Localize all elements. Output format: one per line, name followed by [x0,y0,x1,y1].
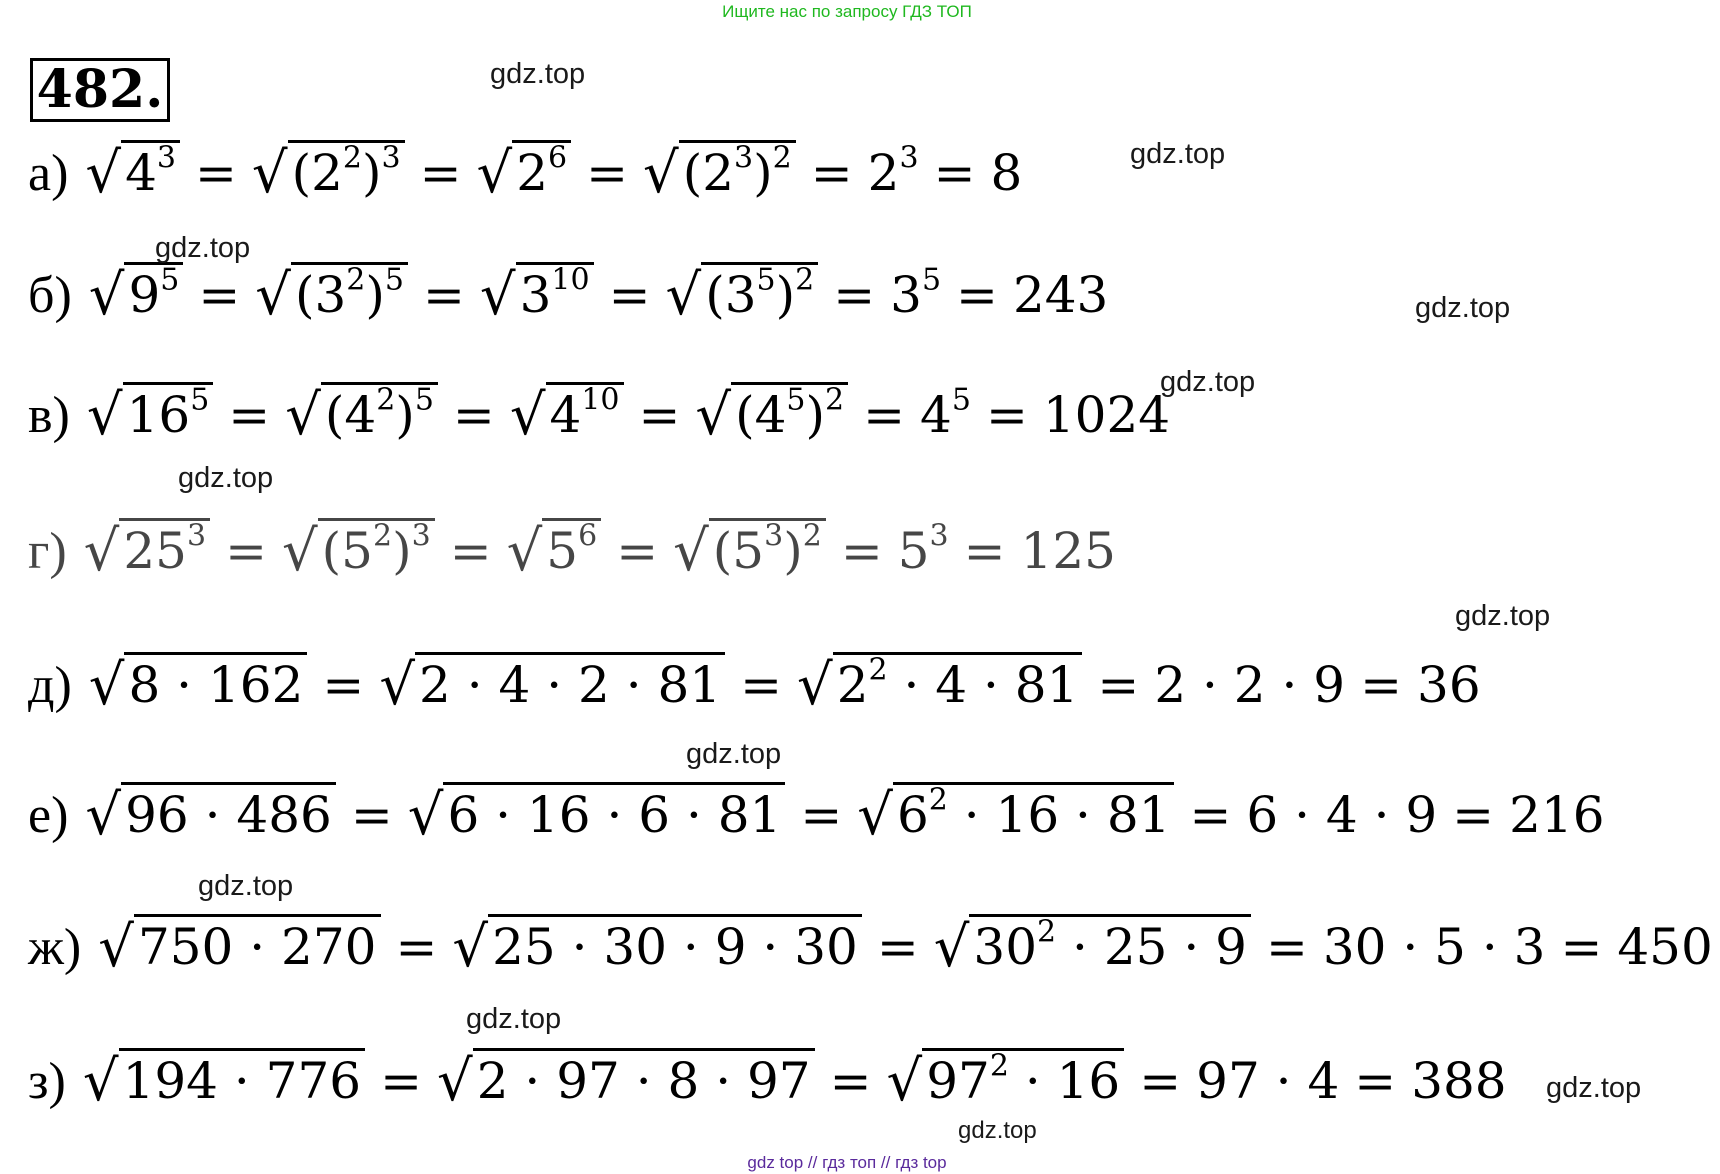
radicand [415,652,725,712]
equals-sign: = [1189,786,1232,844]
sqrt-sign: √ [695,383,732,448]
equals-sign: = [638,386,681,444]
base-text: (2 [291,144,343,202]
radical-expression [480,262,594,328]
radical-expression [89,652,308,718]
equals-sign: = [322,656,365,714]
exponent: 3 [734,140,754,176]
equals-sign: = [833,266,876,324]
expression [1417,656,1481,714]
expression [1617,918,1712,976]
item-label: б) [28,267,72,324]
base-text: 9 [128,266,161,324]
equals-sign: = [1265,918,1308,976]
expression [897,518,949,580]
base-text: ) [805,386,826,444]
equals-sign: = [740,656,783,714]
radicand [124,262,183,322]
radical-expression [666,262,819,328]
base-text: 194 · 776 [122,1052,362,1110]
radical-expression [510,382,624,448]
watermark: gdz.top [1415,292,1511,324]
sqrt-sign: √ [933,915,970,980]
sqrt-sign: √ [83,519,120,584]
radical-expression [857,782,1174,848]
sqrt-sign: √ [255,263,291,328]
base-text: 2 [836,656,869,714]
exponent: 5 [951,382,971,418]
sqrt-sign: √ [509,383,546,448]
item-label: д) [28,657,72,714]
equals-sign: = [423,266,465,324]
equals-sign: = [419,144,462,202]
exponent: 3 [929,518,949,554]
sqrt-sign: √ [85,141,122,206]
base-text: 4 [920,386,952,444]
radical-expression [84,518,210,584]
base-text: 2 · 4 · 2 · 81 [419,656,722,714]
expression [890,262,942,324]
solution-line [28,652,1488,718]
radicand [288,140,405,200]
expression [1154,656,1345,714]
sqrt-sign: √ [285,383,321,448]
radicand [512,140,571,200]
radical-expression [89,262,184,328]
base-text: (4 [735,386,787,444]
radical-expression [83,1048,365,1114]
exponent: 6 [548,140,568,176]
base-text: · 16 [1008,1052,1121,1110]
watermark: gdz.top [178,462,274,494]
watermark: gdz.top [1130,138,1226,170]
item-label: г) [28,523,67,580]
exponent: 3 [899,140,919,176]
sqrt-sign: √ [281,519,318,584]
solution-line [28,140,1029,206]
radical-expression [98,914,380,980]
base-text: 2 [516,144,549,202]
base-text: 3 [519,266,552,324]
item-label: з) [28,1053,66,1110]
base-text: · 16 · 81 [947,786,1171,844]
exponent: 3 [381,140,401,176]
equals-sign: = [963,522,1006,580]
exponent: 3 [156,140,176,176]
exponent: 2 [342,140,363,176]
radicand [134,914,381,974]
expression [1021,522,1116,580]
equals-sign: = [1452,786,1495,844]
radicand [119,518,210,578]
watermark: gdz.top [466,1003,562,1035]
radical-expression [934,914,1251,980]
base-text: 30 · 5 · 3 [1322,918,1546,976]
base-text: 216 [1509,786,1605,844]
base-text: 4 [549,386,582,444]
base-text: ) [395,386,415,444]
radical-expression [252,140,405,206]
sqrt-sign: √ [82,1049,119,1114]
exponent: 5 [921,262,942,298]
base-text: 243 [1012,266,1109,324]
solution-line [28,518,1123,584]
exponent: 5 [756,262,776,298]
base-text: · 25 · 9 [1056,918,1247,976]
expression [1411,1052,1506,1110]
radical-expression [477,140,572,206]
base-text: ) [783,522,803,580]
base-text: 36 [1417,656,1481,714]
solution-line [28,782,1612,848]
watermark: gdz.top [1160,366,1256,398]
sqrt-sign: √ [251,141,288,206]
radical-expression [285,382,438,448]
exponent: 2 [825,382,845,418]
sqrt-sign: √ [85,783,122,848]
radical-expression [379,652,725,718]
exponent: 3 [764,518,784,554]
base-text: 5 [897,522,930,580]
solution-line [28,914,1720,980]
base-text: 96 · 486 [125,786,332,844]
expression [920,382,971,444]
radicand [121,782,336,842]
equals-sign: = [350,786,393,844]
base-text: 25 [123,522,187,580]
radical-expression [507,518,602,584]
base-text: (5 [712,522,765,580]
radical-expression [85,782,335,848]
base-text: ) [362,144,382,202]
sqrt-sign: √ [479,263,516,328]
equals-sign: = [1139,1052,1182,1110]
watermark: gdz.top [155,232,251,264]
expression [1196,1052,1339,1110]
radicand [731,382,848,442]
base-text: 6 · 4 · 9 [1246,786,1438,844]
watermark: gdz.top [686,738,782,770]
equals-sign: = [395,918,438,976]
radical-expression [437,1048,815,1114]
equals-sign: = [449,522,492,580]
sqrt-sign: √ [86,383,123,448]
equals-sign: = [1354,1052,1397,1110]
exponent: 2 [1037,914,1057,950]
radicand [473,1048,815,1108]
base-text: 8 [990,144,1023,202]
radical-expression [887,1048,1125,1114]
exponent: 2 [795,262,815,298]
base-text: 1024 [1042,386,1171,444]
radical-expression [255,262,408,328]
equals-sign: = [195,144,237,202]
exponent: 5 [414,382,434,418]
solution-line [28,382,1177,448]
equals-sign: = [198,266,241,324]
equals-sign: = [608,266,651,324]
equals-sign: = [452,386,495,444]
radical-expression [282,518,435,584]
base-text: ) [753,144,773,202]
expression [1043,386,1170,444]
sqrt-sign: √ [88,653,125,718]
radical-expression [797,652,1082,718]
radicand [123,382,214,442]
sqrt-sign: √ [476,141,513,206]
radical-expression [643,140,796,206]
radical-expression [695,382,848,448]
equals-sign: = [586,144,629,202]
expression [990,144,1022,202]
exponent: 10 [581,382,620,418]
equals-sign: = [616,522,659,580]
equals-sign: = [985,386,1028,444]
exponent: 5 [786,382,806,418]
radicand [546,382,624,442]
base-text: 2 [867,144,900,202]
radicand [291,262,408,322]
sqrt-sign: √ [379,653,415,718]
sqrt-sign: √ [886,1049,923,1114]
radicand [124,652,307,712]
equals-sign: = [225,522,267,580]
radicand [679,140,796,200]
equals-sign: = [1360,656,1403,714]
sqrt-sign: √ [665,263,702,328]
base-text: (3 [705,266,757,324]
sqrt-sign: √ [643,141,679,206]
sqrt-sign: √ [452,915,489,980]
base-text: (3 [294,266,347,324]
base-text: 5 [546,522,579,580]
search-hint-banner: Ищите нас по запросу ГДЗ ТОП [722,2,972,21]
exponent: 6 [578,518,598,554]
item-label: в) [28,387,70,444]
radicand [969,914,1251,974]
base-text: 16 [126,386,191,444]
exponent: 2 [376,382,396,418]
radicand [709,518,826,578]
equals-sign: = [810,144,853,202]
sqrt-sign: √ [506,519,543,584]
radicand [121,140,180,200]
exponent: 2 [928,782,948,818]
sqrt-sign: √ [797,653,833,718]
base-text: ) [775,266,796,324]
base-text: 6 [896,786,929,844]
sqrt-sign: √ [88,263,125,328]
equals-sign: = [1097,656,1140,714]
base-text: (4 [324,386,377,444]
equals-sign: = [1560,918,1603,976]
sqrt-sign: √ [857,783,893,848]
solution-line [28,1048,1514,1114]
radicand [833,652,1083,712]
expression [867,140,919,202]
base-text: 3 [890,266,922,324]
exponent: 2 [868,652,888,688]
base-text: 2 · 2 · 9 [1154,656,1346,714]
radicand [443,782,785,842]
radicand [321,382,438,442]
base-text: 2 · 97 · 8 · 97 [476,1052,811,1110]
exponent: 2 [802,518,822,554]
exercise-number: 482. [30,58,170,122]
expression [1246,786,1437,844]
base-text: 450 [1617,918,1713,976]
sqrt-sign: √ [98,915,134,980]
equals-sign: = [876,918,919,976]
radicand [922,1048,1124,1108]
item-label: ж) [28,919,82,976]
exponent: 2 [989,1048,1009,1084]
radicand [893,782,1175,842]
radical-expression [452,914,861,980]
watermark: gdz.top [1455,600,1551,632]
base-text: (5 [321,522,373,580]
item-label: а) [28,145,69,202]
expression [1509,786,1604,844]
radicand [516,262,594,322]
footer-links: gdz top // гдз топ // гдз top [747,1153,947,1172]
equals-sign: = [228,386,271,444]
radicand [318,518,435,578]
exponent: 2 [346,262,366,298]
exponent: 3 [411,518,431,554]
watermark: gdz.top [198,870,294,902]
radicand [119,1048,366,1108]
equals-sign: = [863,386,906,444]
equals-sign: = [829,1052,872,1110]
solution-line [28,262,1115,328]
exponent: 10 [551,262,590,298]
radical-expression [87,382,213,448]
base-text: 4 [125,144,157,202]
exponent: 5 [160,262,180,298]
base-text: · 4 · 81 [887,656,1079,714]
base-text: 8 · 162 [128,656,304,714]
exponent: 5 [384,262,404,298]
base-text: 97 [926,1052,990,1110]
sqrt-sign: √ [437,1049,473,1114]
exponent: 3 [186,518,207,554]
base-text: 388 [1411,1052,1507,1110]
base-text: 30 [973,918,1038,976]
watermark: gdz.top [490,58,586,90]
radical-expression [408,782,786,848]
watermark: gdz.top [958,1117,1037,1144]
radicand [701,262,818,322]
equals-sign: = [933,144,976,202]
equals-sign: = [956,266,998,324]
radical-expression [85,140,180,206]
exponent: 2 [772,140,792,176]
expression [1013,266,1108,324]
base-text: 125 [1020,522,1116,580]
base-text: (2 [682,144,735,202]
equals-sign: = [840,522,883,580]
radical-expression [673,518,826,584]
radicand [542,518,601,578]
radicand [488,914,862,974]
watermark: gdz.top [1546,1072,1642,1104]
base-text: 6 · 16 · 6 · 81 [447,786,782,844]
base-text: 97 · 4 [1196,1052,1340,1110]
equals-sign: = [800,786,843,844]
sqrt-sign: √ [407,783,444,848]
exponent: 2 [372,518,393,554]
expression [1323,918,1546,976]
base-text: 25 · 30 · 9 · 30 [492,918,858,976]
item-label: е) [28,787,69,844]
base-text: ) [365,266,385,324]
sqrt-sign: √ [673,519,709,584]
equals-sign: = [380,1052,423,1110]
exponent: 5 [190,382,210,418]
base-text: 750 · 270 [137,918,377,976]
base-text: ) [392,522,412,580]
